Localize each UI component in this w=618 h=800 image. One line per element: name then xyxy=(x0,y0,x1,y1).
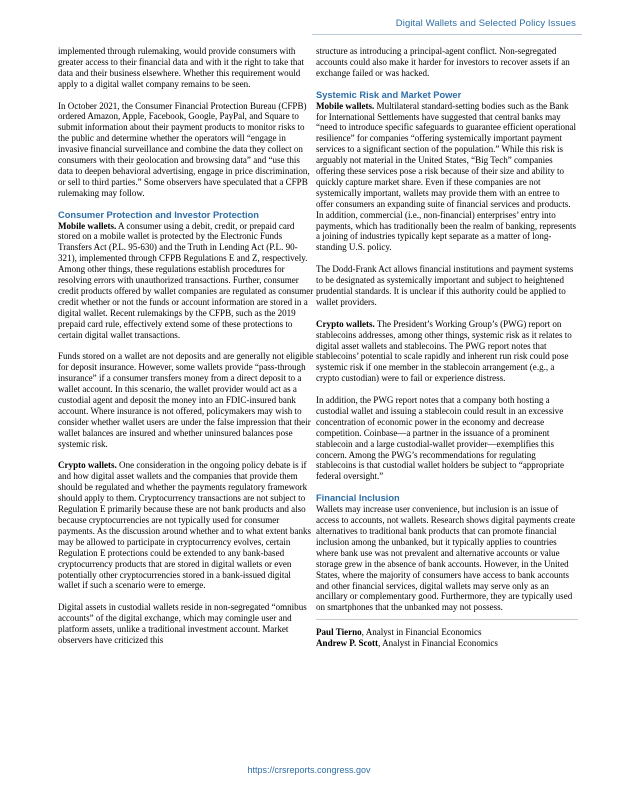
paragraph-text: The President’s Working Group’s (PWG) report on stablecoins addresses, among other things, systemic risk as it relates to digital asset wallets and stablecoins. The PWG report notes that stablecoins’ potential to scale rapidly and inherent run risk could pose systemic risk if one member in the stablecoin arrangement (e.g., a crypto custodian) were to fail or experience distress. xyxy=(316,318,572,384)
paragraph: In addition, the PWG report notes that a company both hosting a custodial wallet and issuing a stablecoin could result in an excessive concentration of economic power in the economy and decrease competition. Coinbase—a partner in the issuance of a prominent stablecoin and a large custodial-wallet provider—exemplifies this concern. Among the PWG’s recommendations for regulating stablecoins is that custodial wallet holders be subject to “appropriate federal oversight.” xyxy=(316,395,564,482)
run-in-heading: Mobile wallets. xyxy=(58,220,117,231)
paragraph xyxy=(58,221,314,341)
run-in-heading: Crypto wallets. xyxy=(58,460,117,471)
paragraph xyxy=(316,319,578,384)
paragraph xyxy=(316,101,578,254)
section-heading-systemic-risk: Systemic Risk and Market Power xyxy=(316,89,462,100)
author-line xyxy=(316,627,578,638)
paragraph xyxy=(58,460,314,591)
author-block xyxy=(316,619,578,649)
author-title: , Analyst in Financial Economics xyxy=(361,627,482,638)
paragraph: Funds stored on a wallet are not deposits and are generally not eligible for deposit insurance. However, some wallets provide “pass-through insurance” if a consumer transfers money from a direct deposit to a wallet account. In this scenario, the wallet provider would act as a custodial agent and deposit the money into an FDIC-insured bank account. Where insurance is not offered, policymakers may wish to consider whether wallet users are under the false impression that their wallet balances are insured and whether uninsured balances pose systemic risk. xyxy=(58,351,314,449)
author-name: Andrew P. Scott xyxy=(316,638,379,649)
right-column xyxy=(316,46,578,649)
paragraph: structure as introducing a principal-agent conflict. Non-segregated accounts could also make it harder for investors to recover assets if an exchange failed or was hacked. xyxy=(316,46,570,78)
paragraph: Digital assets in custodial wallets reside in non-segregated “omnibus accounts” of the digital exchange, which may comingle user and platform assets, unlike a traditional investment account. Market observers have criticized this xyxy=(58,602,307,645)
author-line xyxy=(316,638,578,649)
paragraph-text: One consideration in the ongoing policy debate is if and how digital asset wallets and the companies that provide them should be regulated and whether the payments regulatory framework should apply to them. Cryptocurrency transactions are not subject to Regulation E primarily because these are not bank products and also because cryptocurrencies are not typically used for consumer payments. As the discussion around whether and to what extent banks may be allowed to participate in cryptocurrency evolves, certain Regulation E protections could be extended to any bank-based cryptocurrency products that are stored in digital wallets or even potentially other cryptocurrencies stored in a bank-issued digital wallet if such a scenario were to emerge. xyxy=(58,460,312,591)
author-name: Paul Tierno xyxy=(316,627,362,638)
paragraph: The Dodd-Frank Act allows financial institutions and payment systems to be designated as systemically important and subject to heightened prudential standards. It is unclear if this authority could be applied to wallet providers. xyxy=(316,264,574,307)
paragraph-text: A consumer using a debit, credit, or prepaid card stored on a mobile wallet is protected by the Electronic Funds Transfers Act (P.L. 95-630) and the Truth in Lending Act (P.L. 90-321), implemented through CFPB Regulations E and Z, respectively. Among other things, these regulations establish procedures for resolving errors with unauthorized transactions. Further, consumer credit products offered by wallet companies are regulated as consumer credit whether or not the funds or account information are stored in a digital wallet. Recent rulemakings by the CFPB, such as the 2019 prepaid card rule, effectively extend some of these protections to certain digital wallet transactions. xyxy=(58,220,314,340)
paragraph: Wallets may increase user convenience, but inclusion is an issue of access to accounts, not wallets. Research shows digital payments create alternatives to traditional bank products that can promote financial inclusion among the unbanked, but it typically applies to countries where bank use was not prevalent and alternative accounts or value storage grew in the absence of bank accounts. However, in the United States, where the majority of consumers have access to bank accounts and other financial services, digital wallets may serve only as an ancillary or complementary good. Furthermore, they are typically used on smartphones that the unbanked may not possess. xyxy=(316,504,576,613)
running-header: Digital Wallets and Selected Policy Issues xyxy=(395,18,576,29)
paragraph: In October 2021, the Consumer Financial Protection Bureau (CFPB) ordered Amazon, Apple, Facebook, Google, PayPal, and Square to submit information about their payment products to monitor risks to the public and determine whether the operators will “engage in invasive financial surveillance and combine the data they collect on consumers with their geolocation and browsing data” and “use this data to deepen behavioral advertising, engage in price discrimination, or sell to third parties.” Some observers have speculated that a CFPB rulemaking may follow. xyxy=(58,100,310,198)
left-column xyxy=(58,46,314,646)
run-in-heading: Crypto wallets. xyxy=(316,318,375,329)
header-rule xyxy=(312,34,582,35)
section-heading-financial-inclusion: Financial Inclusion xyxy=(316,493,400,504)
paragraph-text: Multilateral standard-setting bodies such as the Bank for International Settlements have suggested that central banks may “need to introduce specific safeguards to guarantee efficient operational resilience” for companies “offering systemically important payment services to a significant section of the population.” While this risk is arguably not material in the United States, “Big Tech” companies offering these services pose a risk because of their size and ability to quickly capture market share. Even if these companies are not systemically important, wallets may provide them with an entree to offer consumers an expanding suite of financial services and products. In addition, commercial (i.e., non-financial) enterprises’ entry into payments, which has traditionally been the realm of banking, represents a joining of industries typically kept separate as a matter of long-standing U.S. policy. xyxy=(316,100,577,253)
author-title: , Analyst in Financial Economics xyxy=(378,638,498,649)
run-in-heading: Mobile wallets. xyxy=(316,100,375,111)
footer-link[interactable]: https://crsreports.congress.gov xyxy=(247,765,371,775)
paragraph: implemented through rulemaking, would provide consumers with greater access to their financial data and with it the right to take that data and their business elsewhere. Whether this requirement would apply to a digital wallet company remains to be seen. xyxy=(58,46,304,89)
section-heading-consumer-protection: Consumer Protection and Investor Protection xyxy=(58,209,259,220)
